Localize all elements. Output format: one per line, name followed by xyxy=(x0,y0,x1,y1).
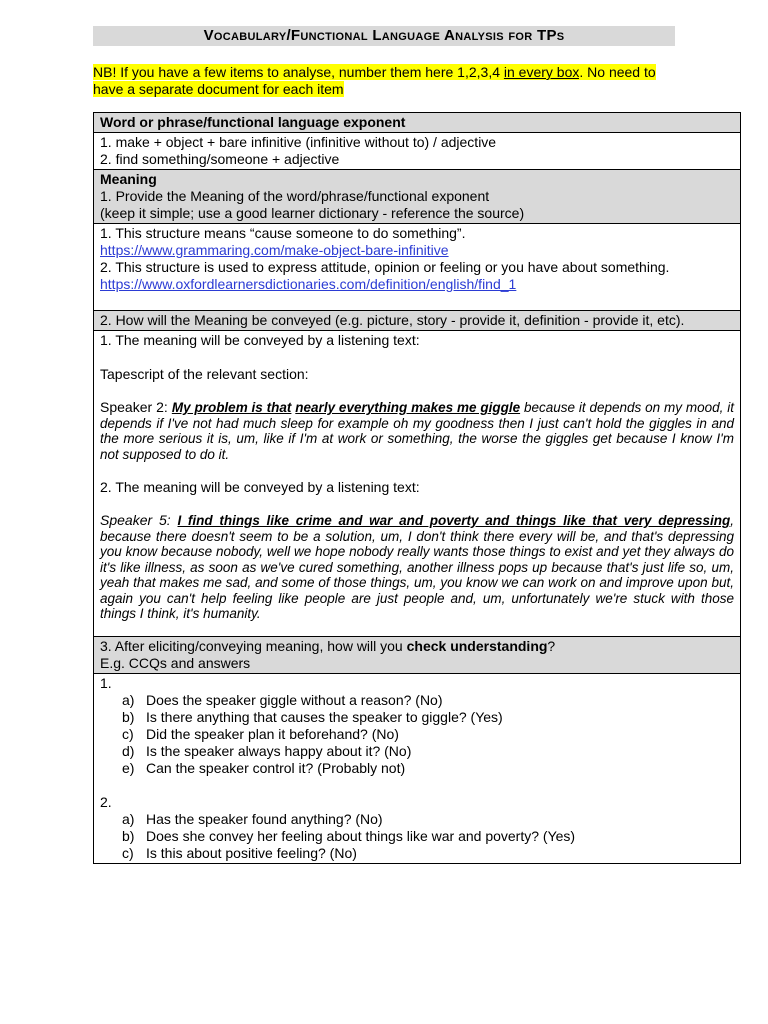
meaning-content-cell xyxy=(94,224,741,311)
transcript-text: because it depends on my mood, it depends if I've not had much sleep for example oh my goodness then I just can't hold the giggles in and the more serious it is, um, like if I'm at work or something, the worse the giggles get because I know I'm not supposed to do it. xyxy=(100,400,734,462)
speaker2-transcript xyxy=(100,400,734,462)
ccq-group-label: 1. xyxy=(100,674,112,691)
note-text-part1: NB! If you have a few items to analyse, number them here 1,2,3,4 xyxy=(93,64,504,80)
convey-line: 2. The meaning will be conveyed by a listening text: xyxy=(100,479,420,495)
item-header-cell: Word or phrase/functional language exponent xyxy=(94,113,741,133)
document-title: Vocabulary/Functional Language Analysis for TPs xyxy=(93,26,675,46)
table-row xyxy=(94,311,741,331)
transcript-text: , because there doesn't seem to be a solution, um, I don't think there every will be, and that's depressing you know because nobody, well we hope nobody really wants those things to exist and yet they always do it's like illness, as soon as we've cured something, another illness pops up because that's just life so, um, yeah that makes me sad, and some of those things, um, you know we can work on and improve upon but, again you can't help feeling like people are just people and, um, unfortunately we're stuck with those things I think, it's humanity. xyxy=(100,513,734,621)
target-phrase: I find things like crime and war and poverty and things like that very depressing xyxy=(177,513,731,528)
item-line: 2. find something/someone + adjective xyxy=(100,151,340,167)
meaning-text: 2. This structure is used to express attitude, opinion or feeling or you have about something. xyxy=(100,259,670,275)
meaning-prompt-line: (keep it simple; use a good learner dictionary - reference the source) xyxy=(100,205,525,221)
meaning-prompt-line: 1. Provide the Meaning of the word/phrase/functional exponent xyxy=(100,188,490,204)
meaning-header-cell xyxy=(94,170,741,224)
oxford-dictionary-link[interactable]: https://www.oxfordlearnersdictionaries.com/definition/english/find_1 xyxy=(100,276,517,292)
table-row xyxy=(94,224,741,311)
meaning-heading: Meaning xyxy=(100,171,157,187)
list-item: a) Does the speaker giggle without a reason? (No) xyxy=(122,691,443,708)
check-prompt-cell: 3. After eliciting/conveying meaning, how will you check understanding? E.g. CCQs and answers xyxy=(94,636,741,673)
note-text-underlined: in every box xyxy=(503,64,580,80)
meaning-text: 1. This structure means “cause someone to do something”. xyxy=(100,225,466,241)
speaker5-transcript xyxy=(100,513,734,622)
list-item: b) Does she convey her feeling about things like war and poverty? (Yes) xyxy=(122,827,576,844)
ccq-group-label: 2. xyxy=(100,793,112,810)
check-prompt-line2: E.g. CCQs and answers xyxy=(100,654,251,671)
ccq-list xyxy=(100,811,734,862)
list-item: e) Can the speaker control it? (Probably not) xyxy=(122,759,406,776)
table-row xyxy=(94,133,741,170)
table-row xyxy=(94,170,741,224)
speaker-label: Speaker 2: xyxy=(100,399,172,415)
note-text-part2: . No need to have a separate document for each item xyxy=(93,64,656,97)
target-phrase: My problem is that xyxy=(171,400,292,415)
ccq-list xyxy=(100,692,734,777)
convey-content-cell xyxy=(94,331,741,637)
item-line: 1. make + object + bare infinitive (infinitive without to) / adjective xyxy=(100,134,497,150)
list-item: b) Is there anything that causes the speaker to giggle? (Yes) xyxy=(122,708,503,725)
table-row xyxy=(94,636,741,673)
speaker-label: Speaker 5: xyxy=(100,512,178,528)
analysis-table xyxy=(93,112,741,864)
list-item: c) Did the speaker plan it beforehand? (No) xyxy=(122,725,399,742)
instruction-note xyxy=(93,64,675,98)
table-row xyxy=(94,673,741,863)
list-item: d) Is the speaker always happy about it? (No) xyxy=(122,742,412,759)
convey-prompt-cell: 2. How will the Meaning be conveyed (e.g. picture, story - provide it, definition - provide it, etc). xyxy=(94,311,741,331)
tapescript-label: Tapescript of the relevant section: xyxy=(100,366,309,382)
ccq-cell xyxy=(94,673,741,863)
list-item: a) Has the speaker found anything? (No) xyxy=(122,810,383,827)
grammaring-link[interactable]: https://www.grammaring.com/make-object-bare-infinitive xyxy=(100,242,449,258)
target-phrase: nearly everything makes me giggle xyxy=(295,400,521,415)
table-row xyxy=(94,113,741,133)
items-cell xyxy=(94,133,741,170)
convey-line: 1. The meaning will be conveyed by a listening text: xyxy=(100,332,420,348)
table-row xyxy=(94,331,741,637)
list-item: c) Is this about positive feeling? (No) xyxy=(122,844,357,861)
check-understanding-text: check understanding xyxy=(406,637,548,654)
